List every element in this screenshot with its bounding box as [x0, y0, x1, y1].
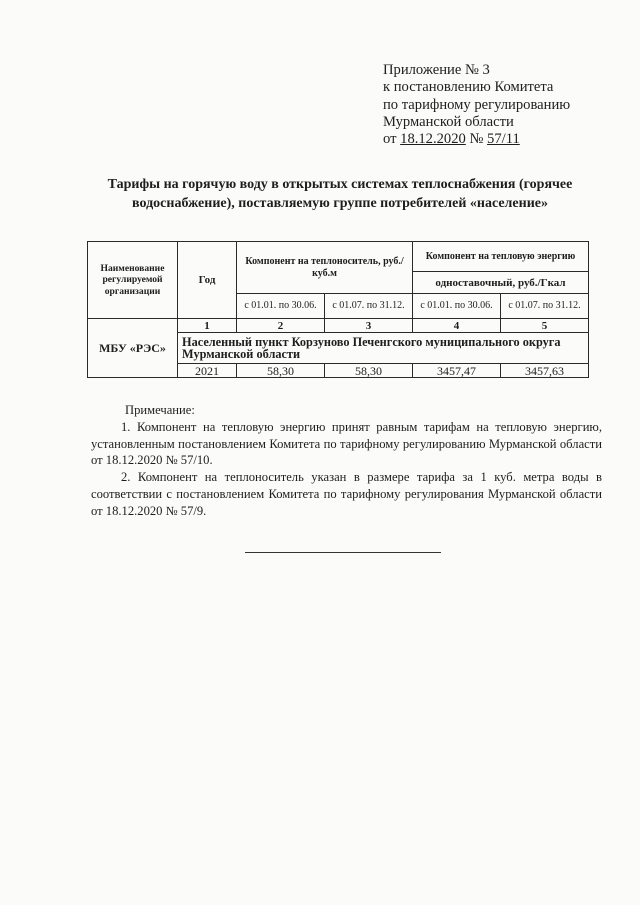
appendix-committee-ref: по тарифному регулированию: [383, 96, 571, 113]
column-number: 1: [178, 319, 237, 333]
appendix-header: [383, 62, 570, 148]
signature-divider: [245, 552, 441, 553]
column-number: 3: [325, 319, 413, 333]
column-number: 5: [501, 319, 589, 333]
row-year: 2021: [178, 364, 237, 378]
appendix-date-line: [383, 131, 570, 148]
date-prefix: от: [383, 131, 401, 148]
appendix-region: Мурманской области: [383, 113, 514, 130]
column-number: 2: [237, 319, 325, 333]
title-line-2: водоснабжение), поставляемую группе потребителей «население»: [132, 196, 548, 211]
document-title: [70, 175, 610, 213]
carrier-tariff-h2: 58,30: [325, 364, 413, 378]
resolution-number: 57/11: [487, 131, 520, 148]
appendix-number: Приложение № 3: [383, 62, 490, 78]
title-line-1: Тарифы на горячую воду в открытых системах теплоснабжения (горячее: [107, 177, 573, 192]
column-number: 4: [413, 319, 501, 333]
tariff-table: [87, 241, 589, 378]
header-energy: Компонент на тепловую энергию: [413, 242, 589, 272]
appendix-resolution-ref: к постановлению Комитета: [383, 79, 554, 96]
note-item-2: 2. Компонент на теплоноситель указан в размере тарифа за 1 куб. метра воды в соответствии с постановлением Комитета по тарифному регулирования Мурманской области от 18.12.2020 № 57/9.: [91, 470, 602, 518]
header-carrier: Компонент на теплоноситель, руб./куб.м: [237, 242, 413, 294]
note-item-1: 1. Компонент на тепловую энергию принят равным тарифам на тепловую энергию, установленным постановлением Комитета по тарифному регулированию Мурманской области от 18.12.2020 № 57/10.: [91, 419, 602, 468]
settlement-name: Населенный пункт Корзуново Печенгского муниципального округа Мурманской области: [178, 333, 589, 364]
number-sign: №: [465, 131, 488, 148]
period-energy-h1: с 01.01. по 30.06.: [413, 294, 501, 319]
carrier-tariff-h1: 58,30: [237, 364, 325, 378]
period-carrier-h2: с 01.07. по 31.12.: [325, 294, 413, 319]
resolution-date: 18.12.2020: [400, 131, 466, 148]
energy-tariff-h2: 3457,63: [501, 364, 589, 378]
header-year: Год: [178, 242, 237, 319]
header-org: Наименование регулируемой организации: [88, 242, 178, 319]
header-energy-single-rate: одноставочный, руб./Гкал: [413, 272, 589, 294]
period-energy-h2: с 01.07. по 31.12.: [501, 294, 589, 319]
notes-title: Примечание:: [125, 403, 195, 417]
notes-section: [91, 402, 602, 520]
period-carrier-h1: с 01.01. по 30.06.: [237, 294, 325, 319]
org-name: МБУ «РЭС»: [88, 319, 178, 378]
energy-tariff-h1: 3457,47: [413, 364, 501, 378]
